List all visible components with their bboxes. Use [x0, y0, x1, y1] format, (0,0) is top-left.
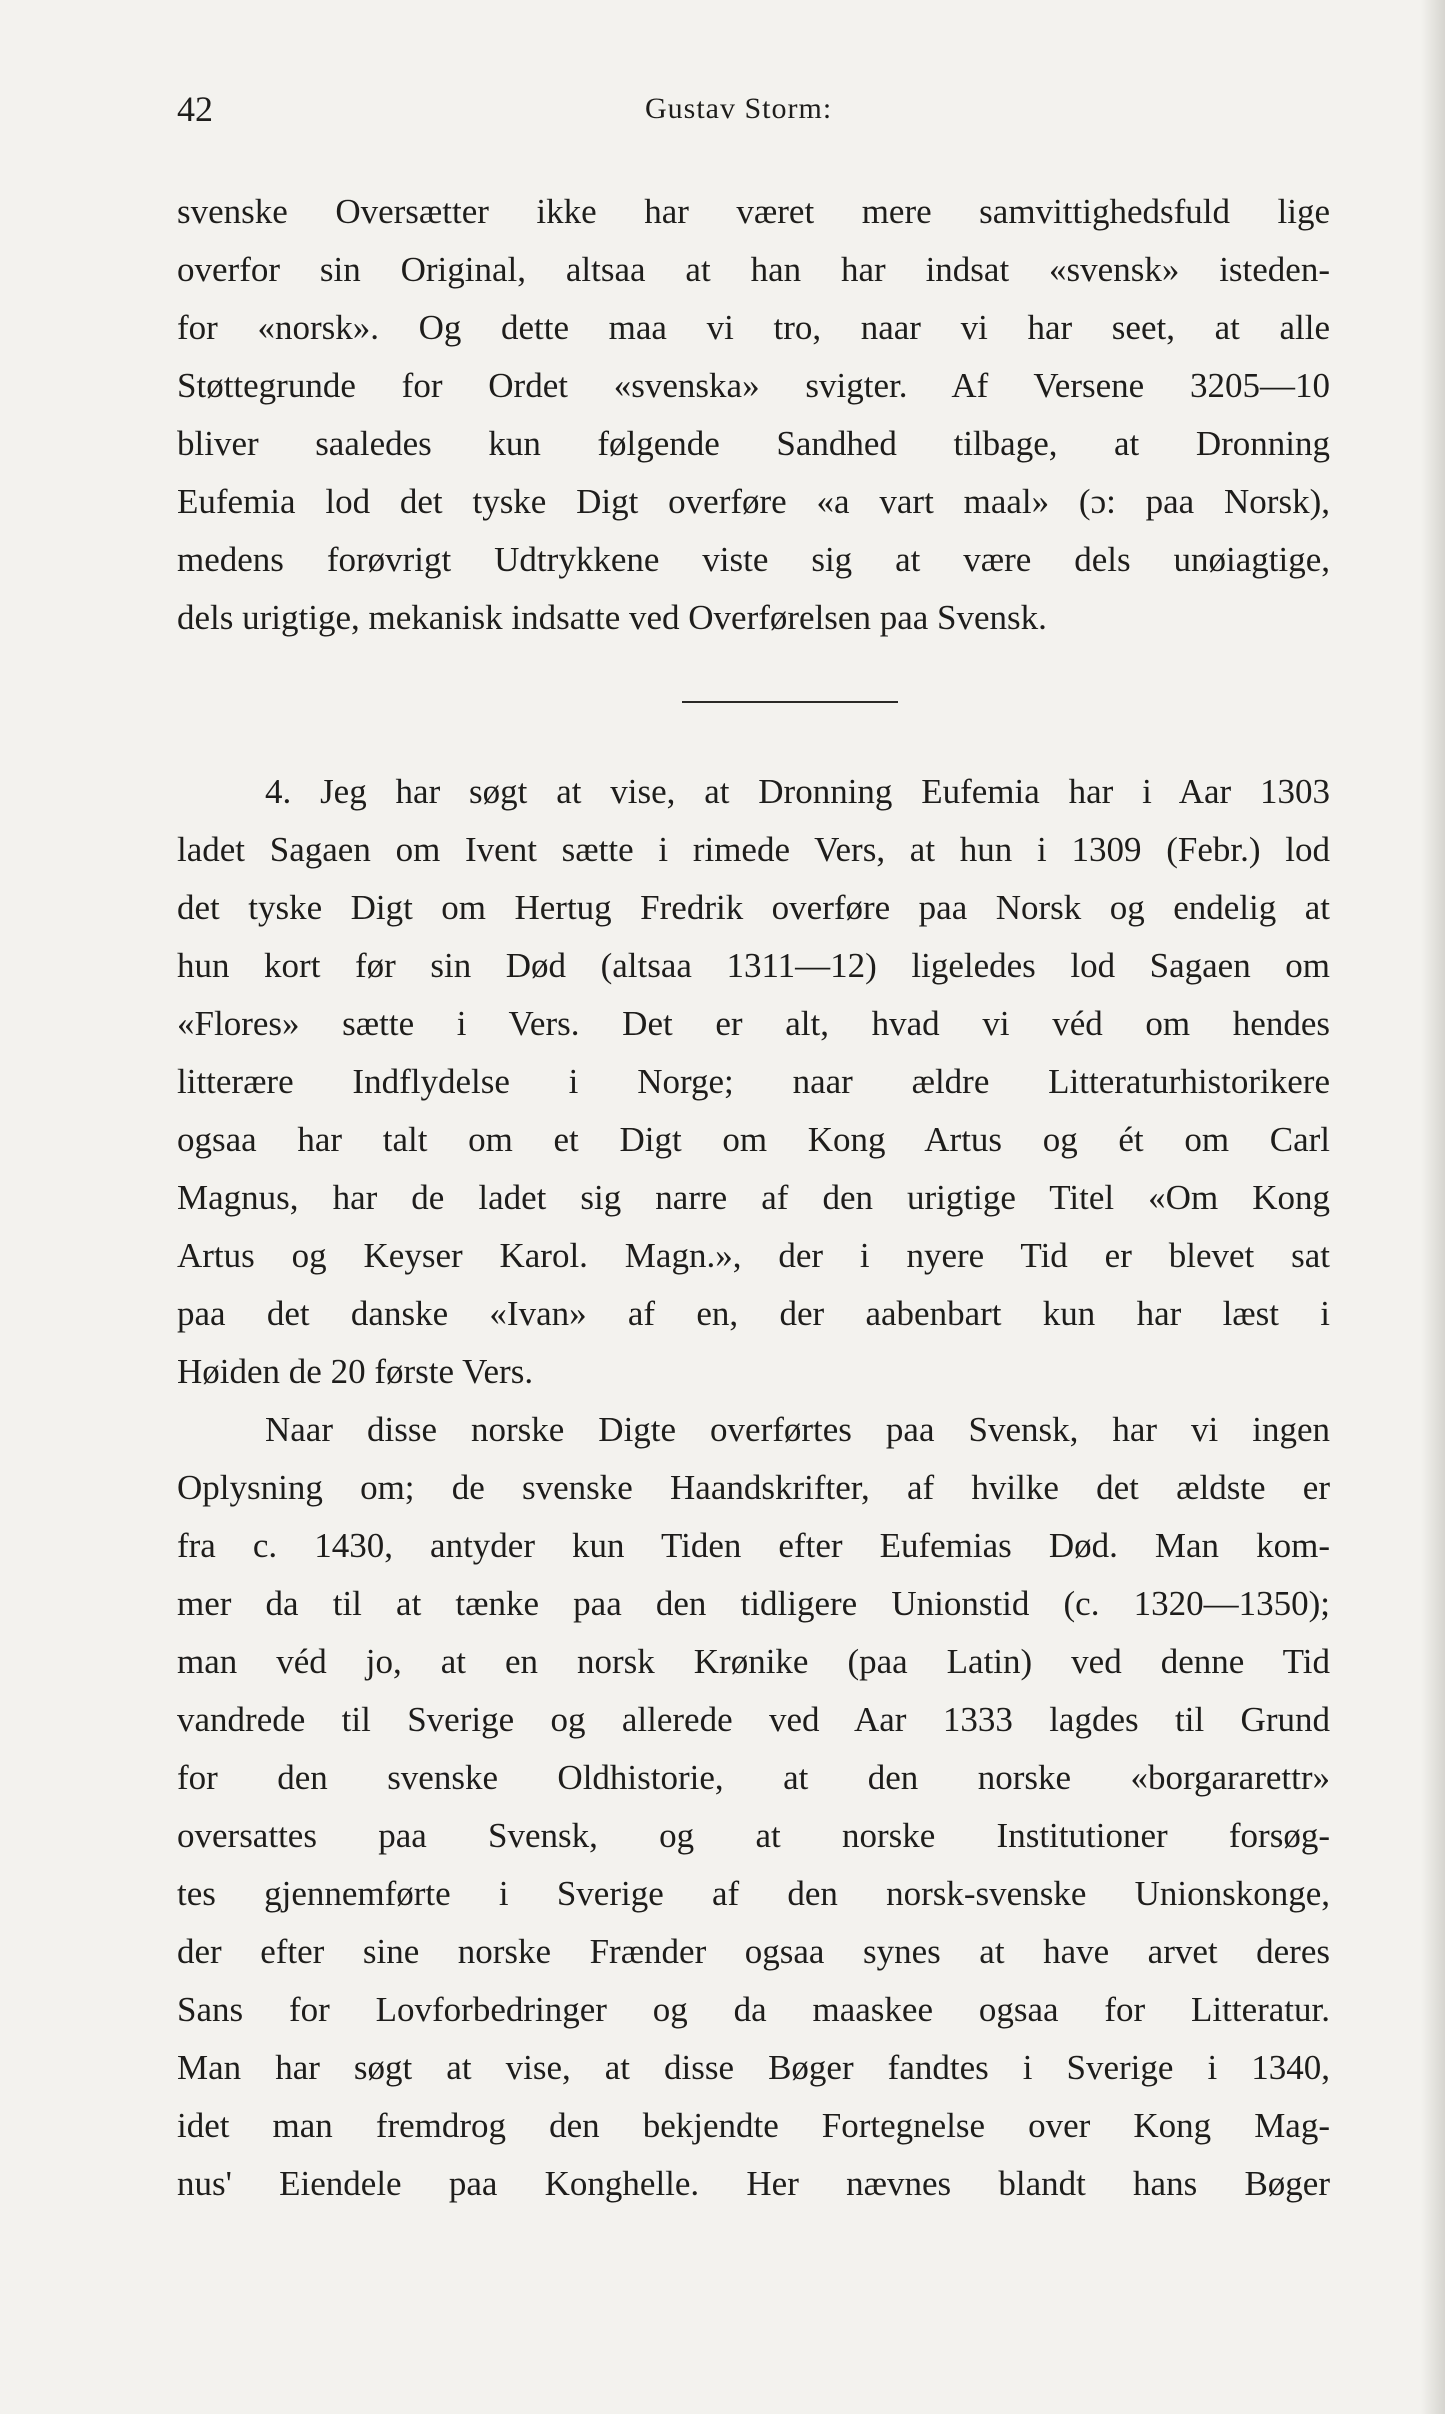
text-line: idet man fremdrog den bekjendte Fortegnelse over Kong Mag- — [177, 2106, 1330, 2145]
text-line: overfor sin Original, altsaa at han har indsat «svensk» isteden- — [177, 250, 1330, 289]
page-edge-shadow — [1421, 0, 1445, 2414]
text-line: man véd jo, at en norsk Krønike (paa Latin) ved denne Tid — [177, 1642, 1330, 1681]
text-line: Artus og Keyser Karol. Magn.», der i nyere Tid er blevet sat — [177, 1236, 1330, 1275]
text-line: der efter sine norske Frænder ogsaa synes at have arvet deres — [177, 1932, 1330, 1971]
paragraph-continued — [177, 183, 1330, 647]
text-line: Naar disse norske Digte overførtes paa Svensk, har vi ingen — [265, 1410, 1330, 1449]
text-line: Man har søgt at vise, at disse Bøger fandtes i Sverige i 1340, — [177, 2048, 1330, 2087]
text-line: ogsaa har talt om et Digt om Kong Artus og ét om Carl — [177, 1120, 1330, 1159]
text-line: Oplysning om; de svenske Haandskrifter, af hvilke det ældste er — [177, 1468, 1330, 1507]
page-header — [177, 84, 1327, 134]
text-line: svenske Oversætter ikke har været mere samvittighedsfuld lige — [177, 192, 1330, 231]
text-line: litterære Indflydelse i Norge; naar ældre Litteraturhistorikere — [177, 1062, 1330, 1101]
text-line: Støttegrunde for Ordet «svenska» svigter. Af Versene 3205—10 — [177, 366, 1330, 405]
text-line: hun kort før sin Død (altsaa 1311—12) ligeledes lod Sagaen om — [177, 946, 1330, 985]
section-divider — [682, 701, 898, 703]
text-line: mer da til at tænke paa den tidligere Unionstid (c. 1320—1350); — [177, 1584, 1330, 1623]
section-4 — [177, 763, 1330, 2213]
running-head: Gustav Storm: — [645, 92, 833, 125]
text-line: nus' Eiendele paa Konghelle. Her nævnes blandt hans Bøger — [177, 2164, 1330, 2203]
text-line: for «norsk». Og dette maa vi tro, naar vi har seet, at alle — [177, 308, 1330, 347]
text-line: bliver saaledes kun følgende Sandhed tilbage, at Dronning — [177, 424, 1330, 463]
text-line: dels urigtige, mekanisk indsatte ved Overførelsen paa Svensk. — [177, 598, 1047, 637]
text-line: Magnus, har de ladet sig narre af den urigtige Titel «Om Kong — [177, 1178, 1330, 1217]
text-line: ladet Sagaen om Ivent sætte i rimede Vers, at hun i 1309 (Febr.) lod — [177, 830, 1330, 869]
text-line: «Flores» sætte i Vers. Det er alt, hvad vi véd om hendes — [177, 1004, 1330, 1043]
text-line: Sans for Lovforbedringer og da maaskee ogsaa for Litteratur. — [177, 1990, 1330, 2029]
page-number: 42 — [177, 89, 213, 129]
text-line: fra c. 1430, antyder kun Tiden efter Eufemias Død. Man kom- — [177, 1526, 1330, 1565]
text-line: det tyske Digt om Hertug Fredrik overføre paa Norsk og endelig at — [177, 888, 1330, 927]
text-line: oversattes paa Svensk, og at norske Institutioner forsøg- — [177, 1816, 1330, 1855]
text-line: Høiden de 20 første Vers. — [177, 1352, 534, 1391]
text-line: medens forøvrigt Udtrykkene viste sig at være dels unøiagtige, — [177, 540, 1330, 579]
text-line: tes gjennemførte i Sverige af den norsk-svenske Unionskonge, — [177, 1874, 1330, 1913]
text-line: 4. Jeg har søgt at vise, at Dronning Eufemia har i Aar 1303 — [265, 772, 1330, 811]
text-line: Eufemia lod det tyske Digt overføre «a vart maal» (ɔ: paa Norsk), — [177, 482, 1330, 521]
text-line: vandrede til Sverige og allerede ved Aar 1333 lagdes til Grund — [177, 1700, 1330, 1739]
text-line: paa det danske «Ivan» af en, der aabenbart kun har læst i — [177, 1294, 1330, 1333]
text-line: for den svenske Oldhistorie, at den norske «borgararettr» — [177, 1758, 1330, 1797]
